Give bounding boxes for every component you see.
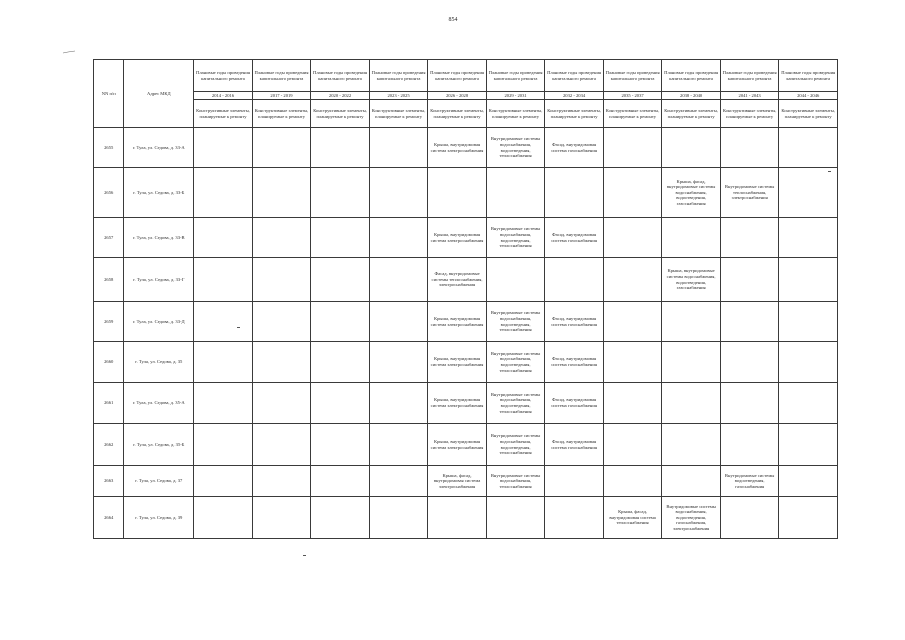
row-number: 2657 bbox=[94, 218, 124, 258]
repair-elements-cell bbox=[311, 497, 370, 539]
header-years: 2038 - 2040 bbox=[662, 92, 721, 100]
repair-elements-cell: Фасад, внутридомовая система газоснабжения bbox=[545, 383, 604, 424]
row-number: 2662 bbox=[94, 424, 124, 466]
repair-elements-cell bbox=[311, 342, 370, 383]
repair-elements-cell bbox=[252, 302, 311, 342]
repair-elements-cell: Фасад, внутридомовая система газоснабжения bbox=[545, 302, 604, 342]
repair-elements-cell bbox=[720, 383, 779, 424]
repair-elements-cell bbox=[603, 168, 662, 218]
header-years: 2041 - 2043 bbox=[720, 92, 779, 100]
scan-mark bbox=[62, 50, 76, 54]
row-address: г. Тула, ул. Седова, д. 33-Б bbox=[124, 168, 194, 218]
repair-elements-cell bbox=[486, 258, 545, 302]
header-period-label: Плановые годы проведения капитального ремонта bbox=[369, 60, 428, 92]
repair-elements-cell bbox=[603, 383, 662, 424]
repair-elements-cell bbox=[603, 128, 662, 168]
repair-elements-cell bbox=[779, 168, 838, 218]
header-years: 2026 - 2028 bbox=[428, 92, 487, 100]
repair-elements-cell: Внутридомовые системы теплоснабжения, электроснабжения bbox=[720, 168, 779, 218]
repair-elements-cell: Фасад, внутридомовая система газоснабжения bbox=[545, 424, 604, 466]
repair-elements-cell bbox=[252, 218, 311, 258]
repair-elements-cell bbox=[252, 168, 311, 218]
table-row bbox=[94, 466, 838, 497]
repair-elements-cell bbox=[252, 497, 311, 539]
repair-elements-cell bbox=[369, 168, 428, 218]
header-years: 2023 - 2025 bbox=[369, 92, 428, 100]
repair-elements-cell bbox=[486, 168, 545, 218]
repair-elements-cell: Крыша, внутридомовая система электроснабжения bbox=[428, 128, 487, 168]
repair-elements-cell bbox=[194, 218, 253, 258]
table-row bbox=[94, 424, 838, 466]
repair-elements-cell bbox=[311, 302, 370, 342]
header-elements: Конструктивные элементы, планируемые к ремонту bbox=[486, 100, 545, 128]
repair-elements-cell bbox=[369, 128, 428, 168]
repair-elements-cell bbox=[194, 466, 253, 497]
repair-elements-cell bbox=[779, 218, 838, 258]
repair-elements-cell bbox=[311, 128, 370, 168]
row-address: г. Тула, ул. Седова, д. 35 bbox=[124, 342, 194, 383]
repair-elements-cell: Внутридомовые системы водоснабжения, водоотведения, теплоснабжения bbox=[486, 128, 545, 168]
table-row bbox=[94, 383, 838, 424]
repair-elements-cell bbox=[603, 342, 662, 383]
repair-elements-cell bbox=[603, 424, 662, 466]
repair-elements-cell bbox=[779, 258, 838, 302]
header-period-label: Плановые годы проведения капитального ремонта bbox=[662, 60, 721, 92]
header-years: 2029 - 2031 bbox=[486, 92, 545, 100]
repair-elements-cell bbox=[311, 466, 370, 497]
header-elements: Конструктивные элементы, планируемые к ремонту bbox=[252, 100, 311, 128]
repair-elements-cell bbox=[662, 302, 721, 342]
table-row bbox=[94, 302, 838, 342]
repair-elements-cell: Внутридомовые системы водоснабжения, водоотведения, газоснабжения, электроснабжения bbox=[662, 497, 721, 539]
repair-elements-cell bbox=[662, 342, 721, 383]
row-address: г. Тула, ул. Седова, д. 37 bbox=[124, 466, 194, 497]
header-elements: Конструктивные элементы, планируемые к ремонту bbox=[428, 100, 487, 128]
repair-elements-cell: Внутридомовые системы водоснабжения, водоотведения, теплоснабжения bbox=[486, 342, 545, 383]
header-period-label: Плановые годы проведения капитального ремонта bbox=[428, 60, 487, 92]
repair-elements-cell bbox=[603, 302, 662, 342]
repair-elements-cell bbox=[311, 424, 370, 466]
repair-elements-cell: Внутридомовые системы водоснабжения, водоотведения, теплоснабжения bbox=[486, 302, 545, 342]
row-address: г. Тула, ул. Седова, д. 35-А bbox=[124, 383, 194, 424]
row-number: 2659 bbox=[94, 302, 124, 342]
repair-elements-cell bbox=[369, 302, 428, 342]
repair-elements-cell: Внутридомовые системы водоотведения, газоснабжения bbox=[720, 466, 779, 497]
repair-elements-cell bbox=[252, 258, 311, 302]
repair-elements-cell bbox=[194, 302, 253, 342]
repair-elements-cell bbox=[252, 342, 311, 383]
repair-schedule-table bbox=[93, 59, 838, 539]
row-number: 2658 bbox=[94, 258, 124, 302]
table-row bbox=[94, 258, 838, 302]
repair-elements-cell bbox=[194, 424, 253, 466]
repair-elements-cell bbox=[194, 128, 253, 168]
repair-elements-cell bbox=[662, 128, 721, 168]
repair-elements-cell bbox=[720, 302, 779, 342]
repair-elements-cell bbox=[194, 497, 253, 539]
header-years: 2017 - 2019 bbox=[252, 92, 311, 100]
repair-elements-cell: Крыша, внутридомовая система электроснабжения bbox=[428, 218, 487, 258]
row-address: г. Тула, ул. Седова, д. 33-Г bbox=[124, 258, 194, 302]
repair-elements-cell bbox=[252, 128, 311, 168]
repair-elements-cell bbox=[603, 258, 662, 302]
header-elements: Конструктивные элементы, планируемые к ремонту bbox=[369, 100, 428, 128]
repair-elements-cell bbox=[252, 424, 311, 466]
repair-elements-cell bbox=[545, 168, 604, 218]
repair-elements-cell bbox=[369, 383, 428, 424]
repair-elements-cell bbox=[720, 497, 779, 539]
repair-elements-cell bbox=[428, 497, 487, 539]
row-address: г. Тула, ул. Седова, д. 33-В bbox=[124, 218, 194, 258]
repair-elements-cell bbox=[369, 342, 428, 383]
header-period-label: Плановые годы проведения капитального ремонта bbox=[603, 60, 662, 92]
header-years: 2044 - 2046 bbox=[779, 92, 838, 100]
repair-elements-cell bbox=[779, 342, 838, 383]
header-years: 2014 - 2016 bbox=[194, 92, 253, 100]
header-row-years bbox=[94, 92, 838, 100]
repair-elements-cell bbox=[779, 128, 838, 168]
repair-elements-cell bbox=[779, 383, 838, 424]
row-address: г. Тула, ул. Седова, д. 35-Б bbox=[124, 424, 194, 466]
header-elements: Конструктивные элементы, планируемые к ремонту bbox=[662, 100, 721, 128]
repair-elements-cell: Фасад, внутридомовая система газоснабжения bbox=[545, 218, 604, 258]
header-row-elements bbox=[94, 100, 838, 128]
repair-elements-cell bbox=[252, 383, 311, 424]
scan-dash bbox=[303, 555, 306, 556]
repair-elements-cell: Внутридомовые системы водоснабжения, водоотведения, теплоснабжения bbox=[486, 218, 545, 258]
repair-elements-cell bbox=[720, 218, 779, 258]
repair-elements-cell bbox=[428, 168, 487, 218]
row-number: 2655 bbox=[94, 128, 124, 168]
repair-elements-cell bbox=[720, 258, 779, 302]
repair-elements-cell bbox=[545, 466, 604, 497]
header-period-label: Плановые годы проведения капитального ремонта bbox=[311, 60, 370, 92]
header-elements: Конструктивные элементы, планируемые к ремонту bbox=[779, 100, 838, 128]
repair-elements-cell: Крыша, фасад, внутридомовая система электроснабжения bbox=[428, 466, 487, 497]
repair-elements-cell: Крыша, внутридомовая система электроснабжения bbox=[428, 302, 487, 342]
repair-elements-cell: Крыша, внутридомовая система электроснабжения bbox=[428, 342, 487, 383]
table-row bbox=[94, 168, 838, 218]
scan-dash bbox=[828, 171, 831, 172]
repair-elements-cell bbox=[369, 258, 428, 302]
row-number: 2663 bbox=[94, 466, 124, 497]
header-years: 2032 - 2034 bbox=[545, 92, 604, 100]
repair-elements-cell: Внутридомовые системы водоснабжения, теплоснабжения bbox=[486, 466, 545, 497]
header-years: 2035 - 2037 bbox=[603, 92, 662, 100]
repair-elements-cell bbox=[369, 218, 428, 258]
repair-elements-cell bbox=[194, 383, 253, 424]
repair-elements-cell bbox=[662, 466, 721, 497]
row-address: г. Тула, ул. Седова, д. 39 bbox=[124, 497, 194, 539]
repair-elements-cell bbox=[311, 383, 370, 424]
repair-elements-cell bbox=[252, 466, 311, 497]
row-number: 2660 bbox=[94, 342, 124, 383]
header-period-label: Плановые годы проведения капитального ремонта bbox=[545, 60, 604, 92]
header-period-label: Плановые годы проведения капитального ремонта bbox=[486, 60, 545, 92]
row-number: 2661 bbox=[94, 383, 124, 424]
table-row bbox=[94, 218, 838, 258]
repair-elements-cell: Фасад, внутридомовая система газоснабжения bbox=[545, 128, 604, 168]
repair-elements-cell bbox=[720, 424, 779, 466]
table-row bbox=[94, 497, 838, 539]
header-elements: Конструктивные элементы, планируемые к ремонту bbox=[545, 100, 604, 128]
repair-elements-cell: Внутридомовые системы водоснабжения, водоотведения, теплоснабжения bbox=[486, 424, 545, 466]
header-elements: Конструктивные элементы, планируемые к ремонту bbox=[720, 100, 779, 128]
table-row bbox=[94, 128, 838, 168]
repair-elements-cell bbox=[194, 258, 253, 302]
repair-elements-cell bbox=[486, 497, 545, 539]
header-address: Адрес МКД bbox=[124, 60, 194, 128]
repair-elements-cell: Крыша, внутридомовая система электроснабжения bbox=[428, 383, 487, 424]
repair-elements-cell: Крыша, внутридомовая система электроснабжения bbox=[428, 424, 487, 466]
row-address: г. Тула, ул. Седова, д. 33-А bbox=[124, 128, 194, 168]
header-row-periods bbox=[94, 60, 838, 92]
repair-elements-cell bbox=[720, 128, 779, 168]
repair-elements-cell: Крыша, внутридомовые системы водоснабжения, водоотведения, газоснабжения bbox=[662, 258, 721, 302]
repair-elements-cell bbox=[779, 424, 838, 466]
header-elements: Конструктивные элементы, планируемые к ремонту bbox=[311, 100, 370, 128]
repair-elements-cell bbox=[779, 497, 838, 539]
header-num: NN п/п bbox=[94, 60, 124, 128]
page-number: 854 bbox=[448, 17, 458, 23]
repair-elements-cell bbox=[194, 168, 253, 218]
table-row bbox=[94, 342, 838, 383]
repair-elements-cell bbox=[662, 383, 721, 424]
repair-elements-cell bbox=[545, 497, 604, 539]
repair-elements-cell: Фасад, внутридомовые системы теплоснабжения, электроснабжения bbox=[428, 258, 487, 302]
repair-elements-cell bbox=[779, 466, 838, 497]
repair-elements-cell bbox=[369, 424, 428, 466]
repair-elements-cell: Крыша, фасад, внутридомовые системы водоснабжения, водоотведения, газоснабжения bbox=[662, 168, 721, 218]
repair-elements-cell bbox=[720, 342, 779, 383]
header-period-label: Плановые годы проведения капитального ремонта bbox=[194, 60, 253, 92]
header-years: 2020 - 2022 bbox=[311, 92, 370, 100]
repair-elements-cell bbox=[545, 258, 604, 302]
row-number: 2656 bbox=[94, 168, 124, 218]
repair-elements-cell: Фасад, внутридомовая система газоснабжения bbox=[545, 342, 604, 383]
scan-dash bbox=[237, 327, 240, 328]
repair-elements-cell bbox=[311, 258, 370, 302]
repair-elements-cell bbox=[779, 302, 838, 342]
repair-elements-cell bbox=[603, 466, 662, 497]
repair-elements-cell bbox=[311, 168, 370, 218]
repair-elements-cell bbox=[662, 424, 721, 466]
header-elements: Конструктивные элементы, планируемые к ремонту bbox=[194, 100, 253, 128]
header-period-label: Плановые годы проведения капитального ремонта bbox=[720, 60, 779, 92]
repair-elements-cell bbox=[194, 342, 253, 383]
repair-elements-cell bbox=[662, 218, 721, 258]
repair-elements-cell bbox=[369, 497, 428, 539]
header-elements: Конструктивные элементы, планируемые к ремонту bbox=[603, 100, 662, 128]
header-period-label: Плановые годы проведения капитального ремонта bbox=[252, 60, 311, 92]
repair-elements-cell bbox=[603, 218, 662, 258]
repair-elements-cell bbox=[311, 218, 370, 258]
repair-elements-cell: Внутридомовые системы водоснабжения, водоотведения, теплоснабжения bbox=[486, 383, 545, 424]
repair-elements-cell bbox=[369, 466, 428, 497]
row-address: г. Тула, ул. Седова, д. 33-Д bbox=[124, 302, 194, 342]
repair-elements-cell: Крыша, фасад, внутридомовая система теплоснабжения bbox=[603, 497, 662, 539]
row-number: 2664 bbox=[94, 497, 124, 539]
header-period-label: Плановые годы проведения капитального ремонта bbox=[779, 60, 838, 92]
